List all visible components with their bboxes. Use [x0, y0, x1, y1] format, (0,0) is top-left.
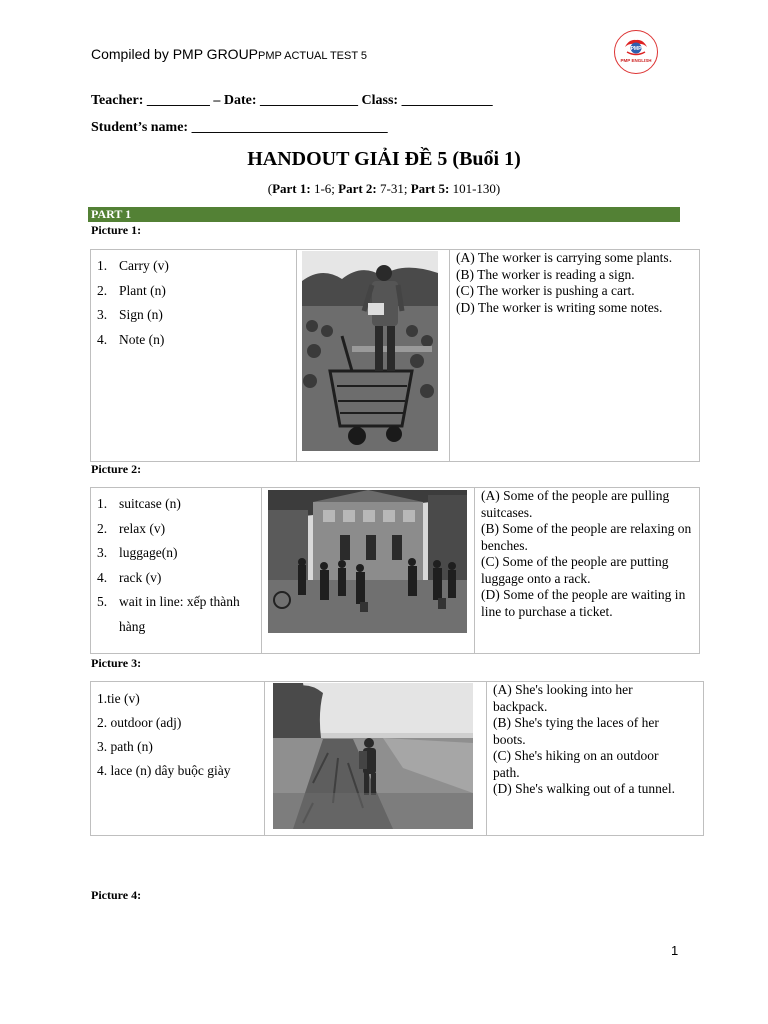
answer-line: luggage onto a rack.	[481, 570, 591, 586]
picture-3-vocab	[91, 682, 265, 836]
answer-line: (B) She's tying the laces of her	[493, 715, 659, 730]
teacher-date-class-line: Teacher: _________ – Date: ______________ Class: _____________	[91, 93, 493, 108]
vocab-item: 4. rack (v)	[97, 569, 162, 585]
vocab-item: 3. path (n)	[97, 739, 153, 754]
answer-line: (B) Some of the people are relaxing on	[481, 521, 692, 536]
header-compiled-by	[91, 46, 367, 62]
answer-line: (A) She's looking into her	[493, 682, 633, 697]
answer-option: (B) The worker is reading a sign.	[456, 266, 635, 282]
picture-2-table	[90, 487, 700, 654]
picture-1-vocab	[91, 250, 297, 462]
pmp-logo	[614, 30, 658, 74]
picture-2-label: Picture 2:	[91, 462, 142, 476]
vocab-item: 4. Note (n)	[97, 331, 165, 347]
answer-line: boots.	[493, 731, 526, 747]
answer-line: line to purchase a ticket.	[481, 603, 613, 619]
picture-4-label: Picture 4:	[91, 888, 142, 902]
answer-line: (A) Some of the people are pulling	[481, 488, 670, 503]
picture-1-answers	[450, 250, 700, 462]
vocab-item: 1.tie (v)	[97, 691, 140, 706]
picture-2-vocab	[91, 488, 262, 654]
logo-text: PMP ENGLISH	[620, 58, 652, 63]
answer-option: (D) The worker is writing some notes.	[456, 299, 663, 315]
picture-3-table	[90, 681, 704, 836]
answer-option: (A) The worker is carrying some plants.	[456, 250, 673, 265]
vocab-item: 2. Plant (n)	[97, 282, 166, 298]
answer-line: (C) She's hiking on an outdoor	[493, 748, 659, 763]
picture-1-label: Picture 1:	[91, 223, 142, 237]
hiker-path-photo	[273, 683, 473, 829]
page-title: HANDOUT GIẢI ĐỀ 5 (Buổi 1)	[247, 148, 521, 170]
picture-3-photo-cell	[265, 682, 487, 836]
part-1-heading: PART 1	[88, 207, 680, 222]
vocab-item: hàng	[119, 618, 146, 634]
svg-text:PMP: PMP	[630, 46, 642, 52]
vocab-item: 5. wait in line: xếp thành	[97, 594, 240, 609]
picture-1-table	[90, 249, 700, 462]
picture-1-photo-cell	[297, 250, 450, 462]
picture-2-answers	[475, 488, 700, 654]
worker-cart-photo	[302, 251, 438, 451]
answer-line: path.	[493, 764, 520, 780]
vocab-item: 1. Carry (v)	[97, 258, 169, 273]
station-crowd-photo	[268, 490, 467, 633]
vocab-item: 2. relax (v)	[97, 520, 166, 536]
answer-option: (C) The worker is pushing a cart.	[456, 283, 635, 298]
answer-line: benches.	[481, 537, 528, 553]
vocab-item: 4. lace (n) dây buộc giày	[97, 763, 231, 778]
vocab-item: 3. Sign (n)	[97, 307, 163, 322]
page-number: 1	[671, 943, 679, 958]
page-subtitle: (Part 1: 1-6; Part 2: 7-31; Part 5: 101-130)	[267, 181, 501, 196]
answer-line: (D) Some of the people are waiting in	[481, 587, 686, 602]
answer-line: backpack.	[493, 698, 548, 714]
logo-emblem-icon	[623, 37, 649, 57]
test-name-text: PMP ACTUAL TEST 5	[258, 50, 368, 62]
picture-3-label: Picture 3:	[91, 656, 142, 670]
answer-line: (D) She's walking out of a tunnel.	[493, 781, 676, 796]
vocab-item: 1. suitcase (n)	[97, 496, 181, 511]
picture-2-photo-cell	[262, 488, 475, 654]
student-name-line: Student’s name: ____________________________	[91, 120, 388, 135]
vocab-item: 3. luggage(n)	[97, 545, 178, 560]
answer-line: suitcases.	[481, 504, 533, 520]
compiled-by-text: Compiled by PMP GROUP	[91, 46, 259, 62]
answer-line: (C) Some of the people are putting	[481, 554, 669, 569]
vocab-item: 2. outdoor (adj)	[97, 715, 182, 730]
picture-3-answers	[487, 682, 704, 836]
